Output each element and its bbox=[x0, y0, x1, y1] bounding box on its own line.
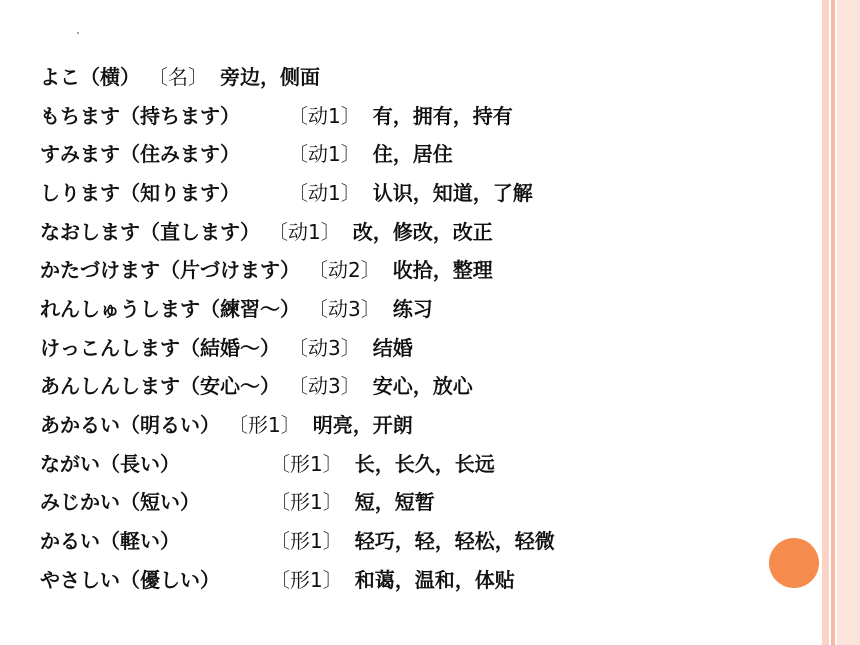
vocab-word: もちます（持ちます） bbox=[40, 103, 240, 128]
vocab-meaning: 改，修改，改正 bbox=[352, 219, 493, 244]
vocab-word: あんしんします（安心～） bbox=[40, 374, 280, 399]
decorative-dot bbox=[77, 32, 79, 34]
vocab-meaning: 轻巧，轻，轻松，轻微 bbox=[354, 529, 555, 554]
list-item bbox=[40, 172, 810, 211]
part-of-speech: 〔动2〕 bbox=[308, 258, 381, 283]
vocab-word: やさしい（優しい） bbox=[40, 567, 220, 592]
vocab-word: ながい（長い） bbox=[40, 451, 180, 476]
vocab-meaning: 结婚 bbox=[372, 335, 413, 360]
part-of-speech: 〔动3〕 bbox=[288, 335, 361, 360]
part-of-speech: 〔形1〕 bbox=[270, 451, 343, 476]
decorative-stripe-gap bbox=[829, 0, 831, 645]
vocab-meaning: 和蔼，温和，体贴 bbox=[354, 567, 515, 592]
vocab-meaning: 短，短暂 bbox=[354, 490, 435, 515]
vocab-word: かるい（軽い） bbox=[40, 529, 180, 554]
list-item bbox=[40, 482, 810, 521]
part-of-speech: 〔动1〕 bbox=[288, 180, 361, 205]
part-of-speech: 〔动3〕 bbox=[288, 374, 361, 399]
decorative-stripe bbox=[837, 0, 860, 645]
vocab-word: しります（知ります） bbox=[40, 180, 240, 205]
list-item bbox=[40, 288, 810, 327]
part-of-speech: 〔动1〕 bbox=[288, 142, 361, 167]
list-item bbox=[40, 366, 810, 405]
list-item bbox=[40, 559, 810, 598]
vocab-word: かたづけます（片づけます） bbox=[40, 258, 300, 283]
vocab-meaning: 明亮，开朗 bbox=[312, 413, 413, 438]
vocab-meaning: 安心，放心 bbox=[372, 374, 473, 399]
vocab-word: あかるい（明るい） bbox=[40, 413, 220, 438]
list-item bbox=[40, 211, 810, 250]
vocab-word: けっこんします（結婚～） bbox=[40, 335, 280, 360]
part-of-speech: 〔动1〕 bbox=[268, 219, 341, 244]
vocab-meaning: 旁边，侧面 bbox=[220, 64, 320, 89]
part-of-speech: 〔动3〕 bbox=[308, 296, 381, 321]
list-item bbox=[40, 95, 810, 134]
list-item bbox=[40, 327, 810, 366]
list-item bbox=[40, 520, 810, 559]
list-item bbox=[40, 56, 810, 95]
list-item bbox=[40, 443, 810, 482]
part-of-speech: 〔名〕 bbox=[148, 64, 208, 89]
part-of-speech: 〔形1〕 bbox=[270, 567, 343, 592]
list-item bbox=[40, 133, 810, 172]
vocab-meaning: 练习 bbox=[392, 296, 433, 321]
vocab-word: みじかい（短い） bbox=[40, 490, 200, 515]
vocab-meaning: 长，长久，长远 bbox=[354, 451, 495, 476]
part-of-speech: 〔形1〕 bbox=[228, 413, 301, 438]
vocab-meaning: 住，居住 bbox=[372, 142, 453, 167]
list-item bbox=[40, 404, 810, 443]
decorative-stripe bbox=[822, 0, 829, 645]
vocab-meaning: 认识，知道，了解 bbox=[372, 180, 533, 205]
vocab-meaning: 有，拥有，持有 bbox=[372, 103, 513, 128]
part-of-speech: 〔形1〕 bbox=[270, 490, 343, 515]
list-item bbox=[40, 249, 810, 288]
vocabulary-list bbox=[40, 56, 810, 598]
vocab-word: なおします（直します） bbox=[40, 219, 260, 244]
vocab-meaning: 收拾，整理 bbox=[392, 258, 493, 283]
part-of-speech: 〔动1〕 bbox=[288, 103, 361, 128]
part-of-speech: 〔形1〕 bbox=[270, 529, 343, 554]
vocab-word: すみます（住みます） bbox=[40, 142, 240, 167]
vocab-word: よこ（横） bbox=[40, 64, 140, 89]
vocab-word: れんしゅうします（練習～） bbox=[40, 296, 300, 321]
decorative-stripe-gap bbox=[835, 0, 837, 645]
